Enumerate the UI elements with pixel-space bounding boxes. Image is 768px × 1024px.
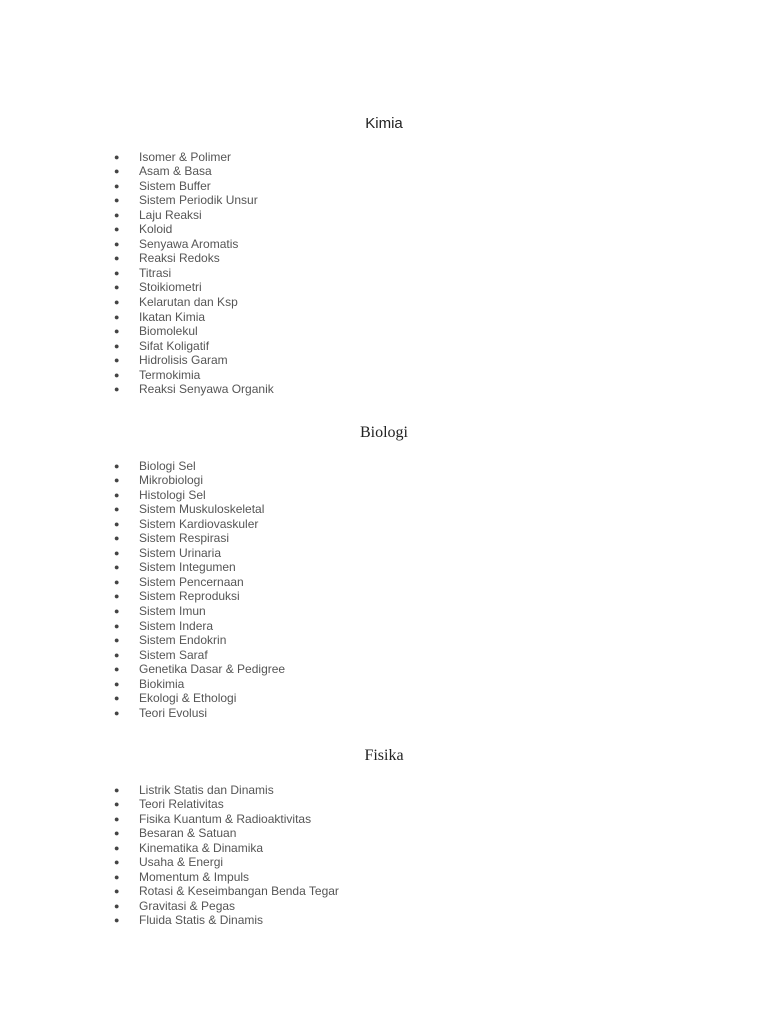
list-item-label: Biologi Sel: [139, 458, 196, 473]
list-item-label: Sistem Imun: [139, 603, 206, 618]
bullet-icon: ●: [114, 635, 120, 646]
list-item-label: Sistem Endokrin: [139, 633, 227, 648]
list-item-label: Teori Relativitas: [139, 797, 224, 812]
section-title-fisika: Fisika: [364, 747, 404, 764]
list-item-label: Isomer & Polimer: [139, 149, 232, 164]
bullet-icon: ●: [114, 180, 120, 191]
section-title-biologi: Biologi: [359, 424, 408, 441]
list-item-label: Histologi Sel: [139, 487, 206, 502]
list-item-label: Besaran & Satuan: [139, 826, 237, 841]
list-item-label: Mikrobiologi: [139, 473, 204, 488]
bullet-icon: ●: [114, 489, 120, 500]
bullet-icon: ●: [114, 460, 120, 471]
list-item-label: Termokimia: [139, 367, 201, 382]
list-item-label: Biomolekul: [139, 324, 198, 339]
list-item-label: Sistem Muskuloskeletal: [139, 502, 265, 517]
section-title-kimia: Kimia: [365, 115, 403, 132]
list-item-label: Senyawa Aromatis: [139, 236, 239, 251]
list-item-label: Teori Evolusi: [139, 705, 208, 720]
bullet-icon: ●: [114, 915, 120, 926]
list-item-label: Genetika Dasar & Pedigree: [139, 662, 286, 677]
bullet-icon: ●: [114, 166, 120, 177]
list-item-label: Sistem Buffer: [139, 178, 211, 193]
list-item-label: Kinematika & Dinamika: [139, 840, 264, 855]
list-item-label: Titrasi: [139, 265, 172, 280]
bullet-icon: ●: [114, 547, 120, 558]
bullet-icon: ●: [114, 842, 120, 853]
list-item-label: Sistem Saraf: [139, 647, 208, 662]
list-item-label: Stoikiometri: [139, 280, 202, 295]
list-item-label: Sistem Integumen: [139, 560, 236, 575]
bullet-icon: ●: [114, 355, 120, 366]
list-item-label: Asam & Basa: [139, 164, 212, 179]
bullet-icon: ●: [114, 828, 120, 839]
bullet-icon: ●: [114, 784, 120, 795]
list-item-label: Rotasi & Keseimbangan Benda Tegar: [139, 884, 339, 899]
list-item-label: Momentum & Impuls: [139, 869, 250, 884]
bullet-icon: ●: [114, 605, 120, 616]
list-item-label: Ikatan Kimia: [139, 309, 206, 324]
bullet-icon: ●: [114, 267, 120, 278]
list-item-label: Sifat Koligatif: [139, 338, 210, 353]
list-item-label: Kelarutan dan Ksp: [139, 294, 238, 309]
list-item-label: Sistem Indera: [139, 618, 214, 633]
list-item-label: Sistem Urinaria: [139, 545, 222, 560]
list-item-label: Sistem Periodik Unsur: [139, 193, 258, 208]
list-item-label: Sistem Respirasi: [139, 531, 230, 546]
bullet-icon: ●: [114, 326, 120, 337]
bullet-icon: ●: [114, 340, 120, 351]
list-item-label: Fisika Kuantum & Radioaktivitas: [139, 811, 312, 826]
bullet-icon: ●: [114, 664, 120, 675]
bullet-icon: ●: [114, 311, 120, 322]
list-item-label: Sistem Kardiovaskuler: [139, 516, 259, 531]
bullet-icon: ●: [114, 871, 120, 882]
list-item-label: Sistem Pencernaan: [139, 574, 244, 589]
bullet-icon: ●: [114, 562, 120, 573]
list-item-label: Biokimia: [139, 676, 185, 691]
bullet-icon: ●: [114, 900, 120, 911]
bullet-icon: ●: [114, 813, 120, 824]
list-item-label: Listrik Statis dan Dinamis: [139, 782, 274, 797]
bullet-icon: ●: [114, 475, 120, 486]
bullet-icon: ●: [114, 238, 120, 249]
bullet-icon: ●: [114, 799, 120, 810]
bullet-icon: ●: [114, 693, 120, 704]
list-item-label: Koloid: [139, 222, 173, 237]
list-item-label: Hidrolisis Garam: [139, 353, 228, 368]
bullet-icon: ●: [114, 369, 120, 380]
bullet-icon: ●: [114, 384, 120, 395]
bullet-icon: ●: [114, 253, 120, 264]
list-item-label: Reaksi Redoks: [139, 251, 220, 266]
bullet-icon: ●: [114, 151, 120, 162]
bullet-icon: ●: [114, 282, 120, 293]
bullet-icon: ●: [114, 209, 120, 220]
bullet-icon: ●: [114, 857, 120, 868]
list-item-label: Laju Reaksi: [139, 207, 202, 222]
list-item-label: Sistem Reproduksi: [139, 589, 240, 604]
list-item-label: Gravitasi & Pegas: [139, 898, 236, 913]
bullet-icon: ●: [114, 620, 120, 631]
bullet-icon: ●: [114, 678, 120, 689]
bullet-icon: ●: [114, 649, 120, 660]
bullet-icon: ●: [114, 533, 120, 544]
bullet-icon: ●: [114, 591, 120, 602]
bullet-icon: ●: [114, 518, 120, 529]
bullet-icon: ●: [114, 224, 120, 235]
bullet-icon: ●: [114, 576, 120, 587]
bullet-icon: ●: [114, 195, 120, 206]
list-item-label: Reaksi Senyawa Organik: [139, 382, 274, 397]
list-item-label: Ekologi & Ethologi: [139, 691, 237, 706]
bullet-icon: ●: [114, 296, 120, 307]
list-item-label: Usaha & Energi: [139, 855, 224, 870]
bullet-icon: ●: [114, 504, 120, 515]
list-item-label: Fluida Statis & Dinamis: [139, 913, 264, 928]
bullet-icon: ●: [114, 886, 120, 897]
bullet-icon: ●: [114, 707, 120, 718]
